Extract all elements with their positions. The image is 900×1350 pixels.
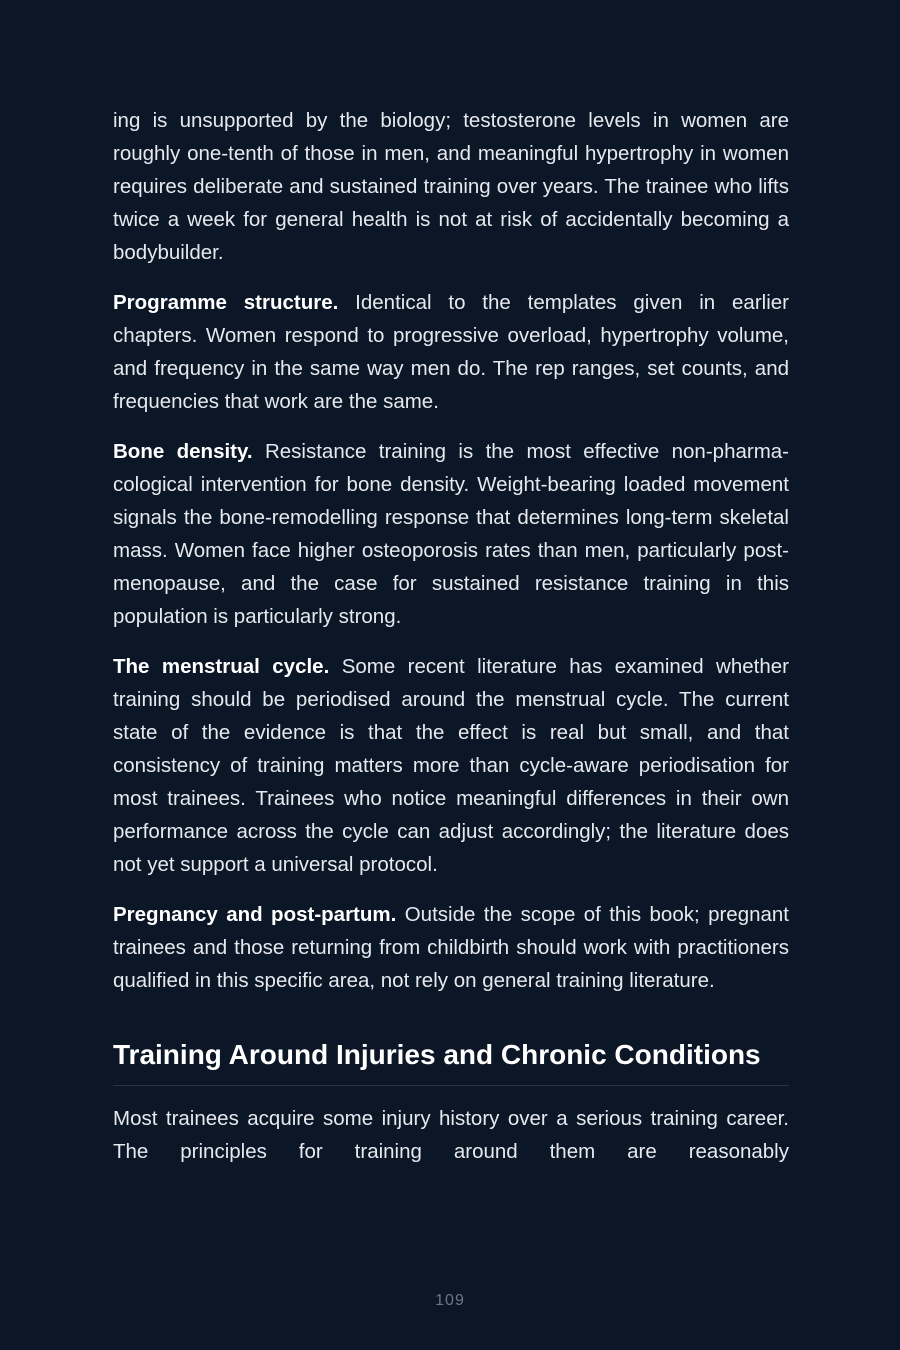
continuation-paragraph: ing is unsupported by the biology; testosterone levels in women are roughly one-tenth of those in men, and meaningful hypertrophy in women requires deliberate and sustained training over years. The trainee who lifts twice a week for general health is not at risk of accidentally becoming a bodybuilder. [113, 109, 789, 264]
paragraph-programme-structure [113, 286, 789, 418]
paragraph-pregnancy [113, 898, 789, 997]
paragraph-text: Resistance training is the most effective non-pharmacological intervention for bone density. Weight-bearing loaded movement signals the bone-remodelling response that determines long-term skeletal mass. Women face higher osteoporosis rates than men, particularly post-menopause, and the case for sustained resistance training in this population is particularly strong. [113, 440, 789, 628]
paragraph-bone-density [113, 435, 789, 633]
section-heading: Training Around Injuries and Chronic Conditions [113, 1037, 789, 1086]
section-intro-paragraph: Most trainees acquire some injury history over a serious training career. The principles for training around them are reasonably [113, 1107, 789, 1163]
page-number: 109 [435, 1292, 465, 1309]
paragraph-lead: Programme structure. [113, 291, 339, 314]
paragraph-text: Identical to the templates given in earlier chapters. Women respond to progressive overload, hypertrophy volume, and frequency in the same way men do. The rep ranges, set counts, and frequencies that work are the same. [113, 291, 789, 413]
paragraph-text: Outside the scope of this book; pregnant trainees and those returning from childbirth should work with practitioners qualified in this specific area, not rely on general training literature. [113, 903, 789, 992]
page-content [113, 104, 789, 1185]
paragraph-text: Some recent literature has examined whether training should be periodised around the menstrual cycle. The current state of the evidence is that the effect is real but small, and that consistency of training matters more than cycle-aware periodisation for most trainees. Trainees who notice meaningful differences in their own performance across the cycle can adjust accordingly; the literature does not yet support a universal protocol. [113, 655, 789, 876]
paragraph-lead: The menstrual cycle. [113, 655, 330, 678]
paragraph-menstrual-cycle [113, 650, 789, 881]
paragraph-lead: Bone density. [113, 440, 253, 463]
paragraph-lead: Pregnancy and post-partum. [113, 903, 397, 926]
